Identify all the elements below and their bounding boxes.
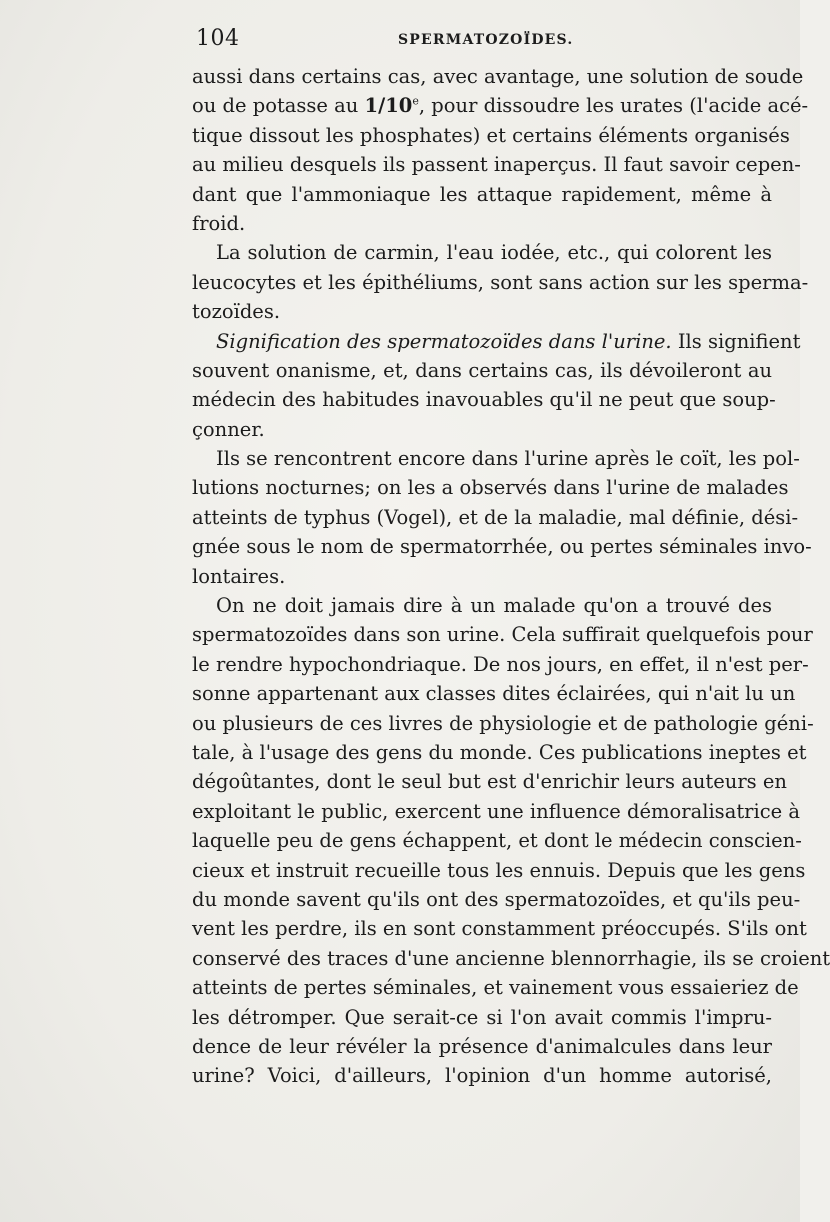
text-line: les détromper. Que serait-ce si l'on avait commis l'impru- <box>192 1005 772 1029</box>
text-line: froid. <box>192 211 246 235</box>
text-line: tique dissout les phosphates) et certains éléments organisés <box>192 123 790 147</box>
page-header <box>196 26 772 56</box>
text-line: çonner. <box>192 417 265 441</box>
text-line: leucocytes et les épithéliums, sont sans action sur les sperma- <box>192 270 809 294</box>
text-line: au milieu desquels ils passent inaperçus. Il faut savoir cepen- <box>192 153 801 177</box>
running-title: SPERMATOZOÏDES. <box>398 32 574 48</box>
text-line: exploitant le public, exercent une influence démoralisatrice à <box>192 799 800 823</box>
text-line: On ne doit jamais dire à un malade qu'on a trouvé des <box>216 594 772 618</box>
text-line: souvent onanisme, et, dans certains cas, ils dévoileront au <box>192 358 772 382</box>
text-line: cieux et instruit recueille tous les ennuis. Depuis que les gens <box>192 858 806 882</box>
paragraph <box>192 327 801 445</box>
section-heading: Signification des spermatozoïdes dans l'urine. <box>216 329 672 353</box>
text-line: médecin des habitudes inavouables qu'il ne peut que soup- <box>192 388 776 412</box>
text-line: tozoïdes. <box>192 300 281 324</box>
text-line: du monde savent qu'ils ont des spermatozoïdes, et qu'ils peu- <box>192 887 801 911</box>
body-text <box>192 62 830 1091</box>
text-line: aussi dans certains cas, avec avantage, une solution de soude <box>192 65 804 88</box>
heading-continuation: Ils signifient <box>677 329 801 353</box>
text-line: tale, à l'usage des gens du monde. Ces publications ineptes et <box>192 740 807 764</box>
text-line: laquelle peu de gens échappent, et dont le médecin conscien- <box>192 829 802 853</box>
text-line: spermatozoïdes dans son urine. Cela suffirait quelquefois pour <box>192 623 813 647</box>
text-line: dence de leur révéler la présence d'animalcules dans leur <box>192 1034 772 1058</box>
paragraph <box>192 444 812 591</box>
text-line: atteints de pertes séminales, et vainement vous essaieriez de <box>192 976 799 1000</box>
text-line: La solution de carmin, l'eau iodée, etc., qui colorent les <box>216 241 772 265</box>
paragraph <box>192 62 809 238</box>
text-line: gnée sous le nom de spermatorrhée, ou pertes séminales invo- <box>192 535 812 559</box>
text-line <box>192 327 801 356</box>
text-line: lutions nocturnes; on les a observés dans l'urine de malades <box>192 476 789 500</box>
paragraph <box>192 238 809 326</box>
text-line: urine? Voici, d'ailleurs, l'opinion d'un homme autorisé, <box>192 1064 772 1088</box>
text-line: le rendre hypochondriaque. De nos jours, en effet, il n'est per- <box>192 652 809 676</box>
page-number: 104 <box>196 26 240 51</box>
text-line: ou de potasse au 1/10e, pour dissoudre les urates (l'acide acé- <box>192 94 809 118</box>
text-line: sonne appartenant aux classes dites éclairées, qui n'ait lu un <box>192 682 796 706</box>
text-line: dégoûtantes, dont le seul but est d'enrichir leurs auteurs en <box>192 770 787 794</box>
text-line: lontaires. <box>192 564 286 588</box>
text-line: dant que l'ammoniaque les attaque rapidement, même à <box>192 182 772 206</box>
text-line: vent les perdre, ils en sont constamment préoccupés. S'ils ont <box>192 917 807 941</box>
text-line: ou plusieurs de ces livres de physiologie et de pathologie géni- <box>192 711 814 735</box>
text-line: conservé des traces d'une ancienne blennorrhagie, ils se croient <box>192 946 830 970</box>
text-line: Ils se rencontrent encore dans l'urine après le coït, les pol- <box>216 447 800 471</box>
text-line: atteints de typhus (Vogel), et de la maladie, mal définie, dési- <box>192 505 799 529</box>
paragraph <box>192 591 830 1091</box>
